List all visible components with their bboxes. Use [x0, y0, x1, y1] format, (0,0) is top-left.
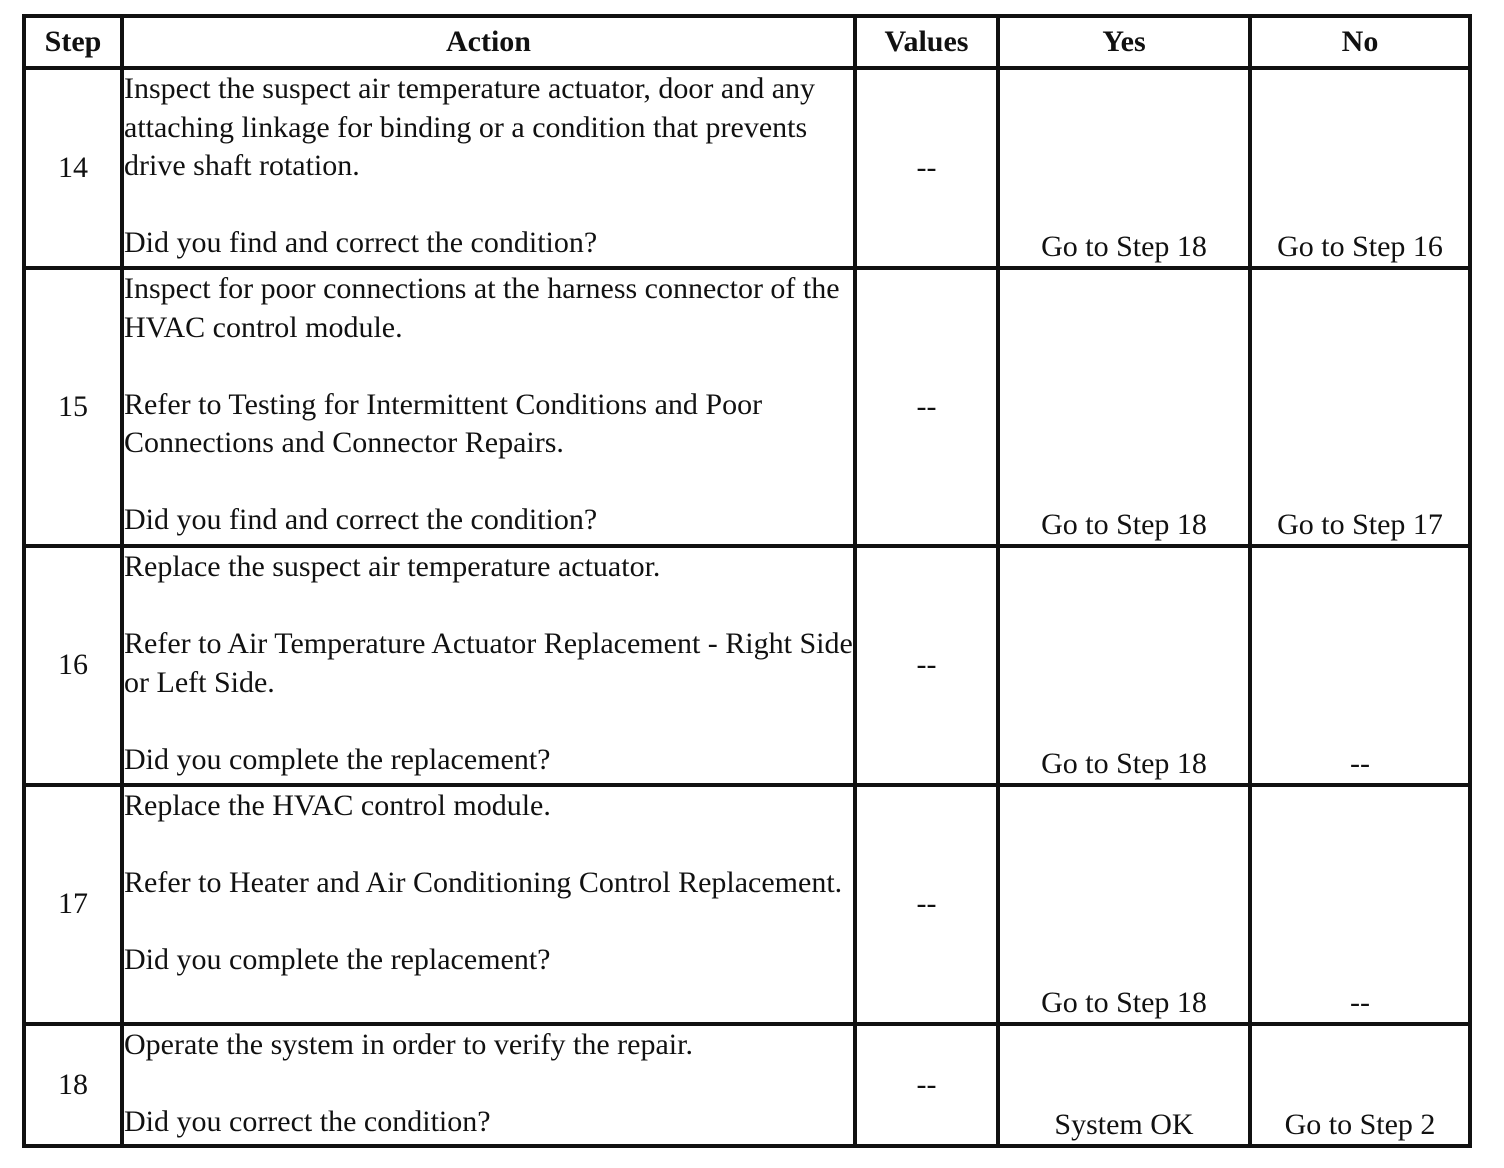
diagnostic-table: [22, 14, 1472, 1148]
yes-cell: Go to Step 18: [998, 68, 1250, 268]
no-cell: --: [1250, 785, 1470, 1024]
table-row: [24, 546, 1470, 785]
action-instruction: Operate the system in order to verify the repair.: [124, 1028, 693, 1061]
action-question: Did you correct the condition?: [124, 1105, 491, 1138]
step-number: 14: [24, 68, 122, 268]
header-no: No: [1250, 16, 1470, 68]
values-cell: --: [855, 68, 998, 268]
action-cell: [122, 785, 855, 1024]
action-question: Did you find and correct the condition?: [124, 226, 598, 259]
values-cell: --: [855, 1024, 998, 1146]
header-action: Action: [122, 16, 855, 68]
no-cell: Go to Step 17: [1250, 268, 1470, 546]
no-cell: Go to Step 16: [1250, 68, 1470, 268]
values-cell: --: [855, 785, 998, 1024]
yes-cell: Go to Step 18: [998, 546, 1250, 785]
action-reference: Refer to Testing for Intermittent Conditions and Poor Connections and Connector Repairs.: [124, 387, 763, 459]
table-row: [24, 785, 1470, 1024]
header-yes: Yes: [998, 16, 1250, 68]
action-cell: [122, 68, 855, 268]
action-instruction: Replace the suspect air temperature actuator.: [124, 550, 661, 583]
yes-cell: Go to Step 18: [998, 785, 1250, 1024]
action-cell: [122, 1024, 855, 1146]
header-values: Values: [855, 16, 998, 68]
step-number: 16: [24, 546, 122, 785]
yes-cell: Go to Step 18: [998, 268, 1250, 546]
action-reference: Refer to Air Temperature Actuator Replacement - Right Side or Left Side.: [124, 627, 853, 699]
table-row: [24, 268, 1470, 546]
action-instruction: Inspect for poor connections at the harness connector of the HVAC control module.: [124, 272, 840, 344]
step-number: 17: [24, 785, 122, 1024]
step-number: 15: [24, 268, 122, 546]
table-row: [24, 1024, 1470, 1146]
action-instruction: Inspect the suspect air temperature actuator, door and any attaching linkage for binding or a condition that prevents drive shaft rotation.: [124, 72, 816, 182]
action-reference: Refer to Heater and Air Conditioning Control Replacement.: [124, 866, 843, 899]
yes-cell: System OK: [998, 1024, 1250, 1146]
values-cell: --: [855, 268, 998, 546]
table-row: [24, 68, 1470, 268]
action-question: Did you complete the replacement?: [124, 943, 551, 976]
header-step: Step: [24, 16, 122, 68]
values-cell: --: [855, 546, 998, 785]
no-cell: Go to Step 2: [1250, 1024, 1470, 1146]
action-question: Did you complete the replacement?: [124, 742, 551, 776]
header-row: [24, 16, 1470, 68]
action-instruction: Replace the HVAC control module.: [124, 789, 551, 822]
no-cell: --: [1250, 546, 1470, 785]
action-cell: [122, 546, 855, 785]
action-cell: [122, 268, 855, 546]
action-question: Did you find and correct the condition?: [124, 503, 598, 536]
step-number: 18: [24, 1024, 122, 1146]
